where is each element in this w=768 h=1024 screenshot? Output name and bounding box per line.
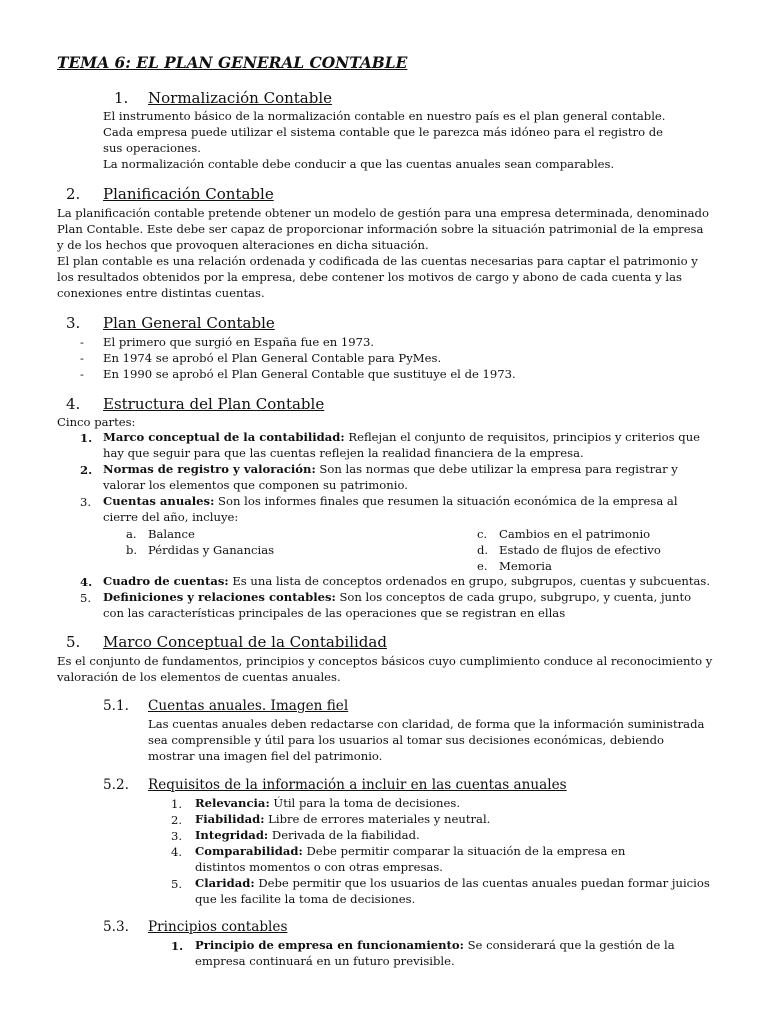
list-item-term: Integridad: (195, 828, 269, 842)
list-number: 3. (80, 495, 92, 509)
bullet-text: En 1990 se aprobó el Plan General Contable que sustituye el de 1973. (103, 367, 516, 381)
list-number: 4. (171, 845, 183, 859)
section-1-paragraph-2: Cada empresa puede utilizar el sistema contable que le parezca más idóneo para el registro de sus operaciones. (103, 125, 664, 155)
list-number: 1. (80, 431, 93, 445)
list-item-term: Marco conceptual de la contabilidad: (103, 430, 345, 444)
sub-text: Estado de flujos de efectivo (499, 543, 661, 557)
list-number: 4. (80, 575, 93, 589)
list-item-term: Normas de registro y valoración: (103, 462, 316, 476)
list-item (195, 796, 715, 812)
section-2-number: 2. (66, 185, 81, 203)
list-item (195, 938, 715, 970)
list-item (103, 494, 713, 526)
subsection-5-2-number: 5.2. (103, 777, 129, 793)
bullet-mark: - (80, 351, 84, 365)
list-item (103, 590, 713, 622)
list-item-term: Cuadro de cuentas: (103, 574, 229, 588)
bullet-text: En 1974 se aprobó el Plan General Contable para PyMes. (103, 351, 442, 365)
sub-mark: a. (126, 527, 137, 541)
list-item-term: Principio de empresa en funcionamiento: (195, 938, 464, 952)
list-item (195, 876, 715, 908)
bullet-mark: - (80, 335, 84, 349)
list-number: 1. (171, 939, 184, 953)
section-1-heading: Normalización Contable (148, 89, 333, 107)
section-2-paragraph-1: La planificación contable pretende obtener un modelo de gestión para una empresa determinada, denominado Plan Contable. Este debe ser capaz de proporcionar información sobre la situación patrimonial de la empresa y de los hechos que provoquen alteraciones en dicha situación. (57, 206, 709, 252)
section-4-intro: Cinco partes: (57, 415, 136, 429)
section-1-paragraph-1: El instrumento básico de la normalización contable en nuestro país es el plan general contable. (103, 109, 666, 123)
bullet-text: El primero que surgió en España fue en 1973. (103, 335, 375, 349)
sub-text: Memoria (499, 559, 552, 573)
sub-mark: d. (477, 543, 489, 557)
subsection-5-3-heading: Principios contables (148, 919, 288, 935)
list-item-text: Libre de errores materiales y neutral. (264, 812, 491, 826)
section-5-heading: Marco Conceptual de la Contabilidad (103, 633, 387, 651)
list-item-term: Cuentas anuales: (103, 494, 215, 508)
document-title: TEMA 6: EL PLAN GENERAL CONTABLE (57, 54, 408, 72)
section-5-number: 5. (66, 633, 81, 651)
list-number: 5. (80, 591, 92, 605)
sub-mark: c. (477, 527, 488, 541)
subsection-5-3-number: 5.3. (103, 919, 129, 935)
list-item (103, 430, 713, 462)
section-5-paragraph-1: Es el conjunto de fundamentos, principios y conceptos básicos cuyo cumplimiento conduce al reconocimiento y valoración de los elementos de cuentas anuales. (57, 654, 713, 684)
sub-text: Cambios en el patrimonio (499, 527, 651, 541)
list-number: 5. (171, 877, 183, 891)
list-item-text: Es una lista de conceptos ordenados en grupo, subgrupos, cuentas y subcuentas. (228, 574, 711, 588)
section-3-number: 3. (66, 314, 81, 332)
list-item (195, 812, 715, 828)
list-item-term: Claridad: (195, 876, 255, 890)
list-item-text: Debe permitir que los usuarios de las cuentas anuales puedan formar juicios que les facilite la toma de decisiones. (195, 876, 710, 906)
section-1-number: 1. (114, 89, 129, 107)
list-item-term: Comparabilidad: (195, 844, 303, 858)
list-item-text: Son las normas que debe utilizar la empresa para registrar y valorar los elementos que componen su patrimonio. (103, 462, 678, 492)
list-item-text: Reflejan el conjunto de requisitos, principios y criterios que hay que seguir para que las cuentas reflejen la realidad financiera de la empresa. (103, 430, 701, 460)
list-item-text: Son los conceptos de cada grupo, subgrupo, y cuenta, junto con las características principales de las operaciones que se registran en ellas (103, 590, 692, 620)
section-2-heading: Planificación Contable (103, 185, 274, 203)
list-number: 1. (171, 797, 183, 811)
list-item-text: Debe permitir comparar la situación de la empresa en distintos momentos o con otras empresas. (195, 844, 626, 874)
section-1-paragraph-3: La normalización contable debe conducir a que las cuentas anuales sean comparables. (103, 157, 615, 171)
subsection-5-1-heading: Cuentas anuales. Imagen fiel (148, 698, 349, 714)
sub-text: Balance (148, 527, 195, 541)
list-item (195, 844, 665, 876)
list-number: 2. (80, 463, 93, 477)
section-4-number: 4. (66, 395, 81, 413)
section-3-heading: Plan General Contable (103, 314, 275, 332)
sub-mark: b. (126, 543, 138, 557)
list-item-text: Son los informes finales que resumen la situación económica de la empresa al cierre del año, incluye: (103, 494, 678, 524)
sub-text: Pérdidas y Ganancias (148, 543, 275, 557)
list-item (195, 828, 715, 844)
subsection-5-1-paragraph: Las cuentas anuales deben redactarse con claridad, de forma que la información suministrada sea comprensible y útil para los usuarios al tomar sus decisiones económicas, debiendo mostrar una imagen fiel del patrimonio. (148, 717, 705, 763)
list-item (103, 462, 713, 494)
section-2-paragraph-2: El plan contable es una relación ordenada y codificada de las cuentas necesarias para captar el patrimonio y los resultados obtenidos por la empresa, debe contener los motivos de cargo y abono de cada cuenta y las conexiones entre distintas cuentas. (57, 254, 698, 300)
list-item-text: Útil para la toma de decisiones. (269, 796, 461, 810)
sub-mark: e. (477, 559, 488, 573)
subsection-5-2-heading: Requisitos de la información a incluir en las cuentas anuales (148, 777, 567, 793)
bullet-mark: - (80, 367, 84, 381)
list-item (103, 574, 713, 590)
list-item-term: Fiabilidad: (195, 812, 265, 826)
section-4-heading: Estructura del Plan Contable (103, 395, 325, 413)
list-item-term: Relevancia: (195, 796, 270, 810)
list-item-term: Definiciones y relaciones contables: (103, 590, 336, 604)
list-item-text: Derivada de la fiabilidad. (268, 828, 420, 842)
list-number: 3. (171, 829, 183, 843)
subsection-5-1-number: 5.1. (103, 698, 129, 714)
list-item-text: Se considerará que la gestión de la empresa continuará en un futuro previsible. (195, 938, 675, 968)
list-number: 2. (171, 813, 183, 827)
